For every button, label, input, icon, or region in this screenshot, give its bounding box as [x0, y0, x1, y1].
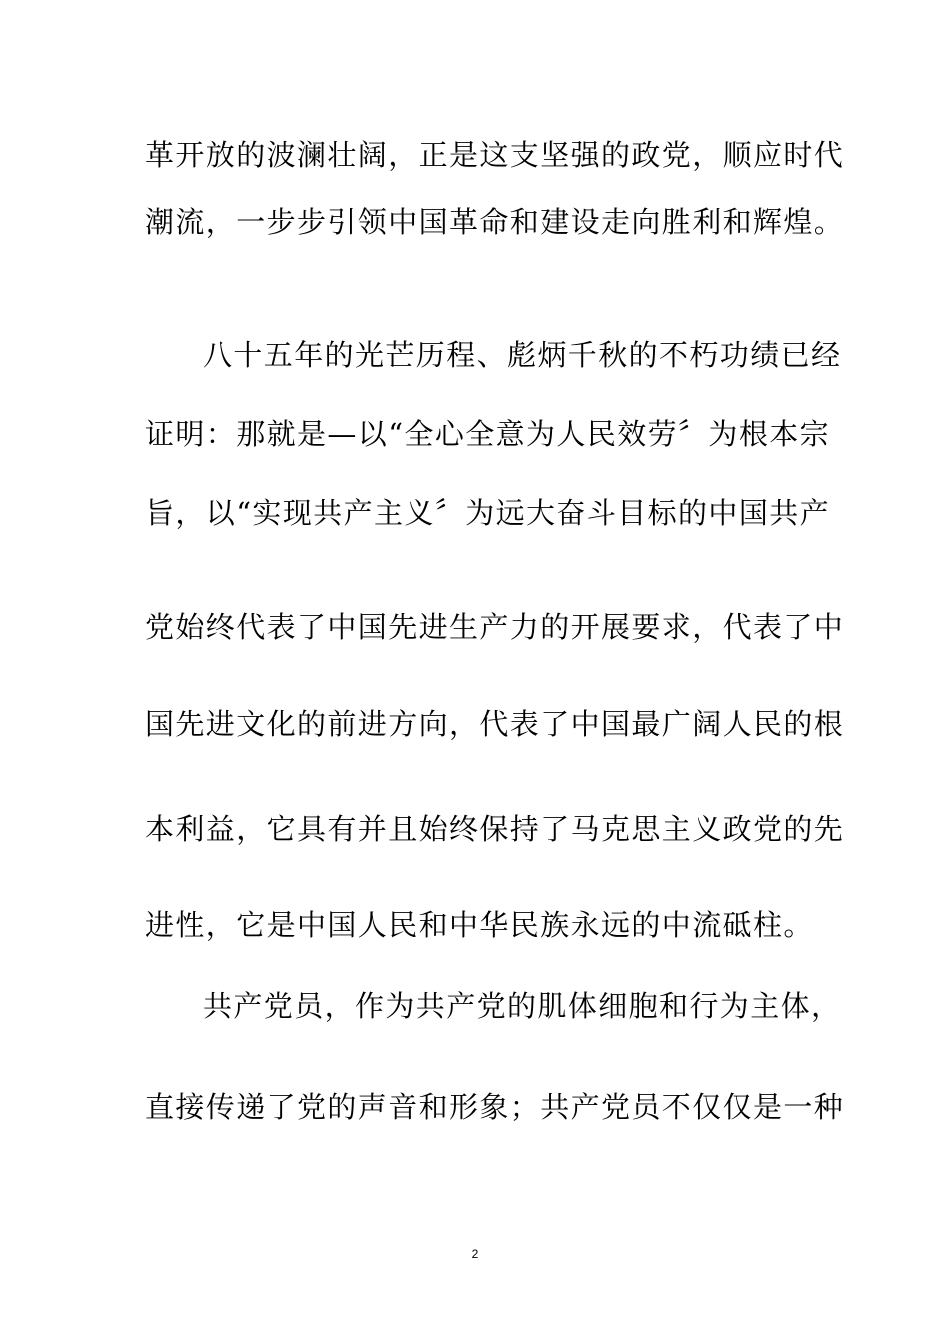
text-line-9: 进性，它是中国人民和中华民族永远的中流砥柱。	[145, 908, 814, 942]
page-number: 2	[471, 1247, 479, 1261]
text-line-2: 潮流，一步步引领中国革命和建设走向胜利和辉煌。	[145, 205, 845, 239]
text-line-6: 党始终代表了中国先进生产力的开展要求，代表了中	[145, 610, 845, 644]
text-line-7: 国先进文化的前进方向，代表了中国最广阔人民的根	[145, 707, 845, 741]
text-line-11: 直接传递了党的声音和形象；共产党员不仅仅是一种	[145, 1090, 845, 1124]
text-line-4: 证明：那就是—以“全心全意为人民效劳〞为根本宗	[145, 417, 831, 451]
text-line-3: 八十五年的光芒历程、彪炳千秋的不朽功绩已经	[203, 338, 842, 372]
text-line-8: 本利益，它具有并且始终保持了马克思主义政党的先	[145, 812, 845, 846]
text-line-1: 革开放的波澜壮阔，正是这支坚强的政党，顺应时代	[145, 138, 845, 172]
text-line-10: 共产党员，作为共产党的肌体细胞和行为主体，	[203, 989, 842, 1023]
text-line-5: 旨，以“实现共产主义〞为远大奋斗目标的中国共产	[145, 496, 831, 530]
